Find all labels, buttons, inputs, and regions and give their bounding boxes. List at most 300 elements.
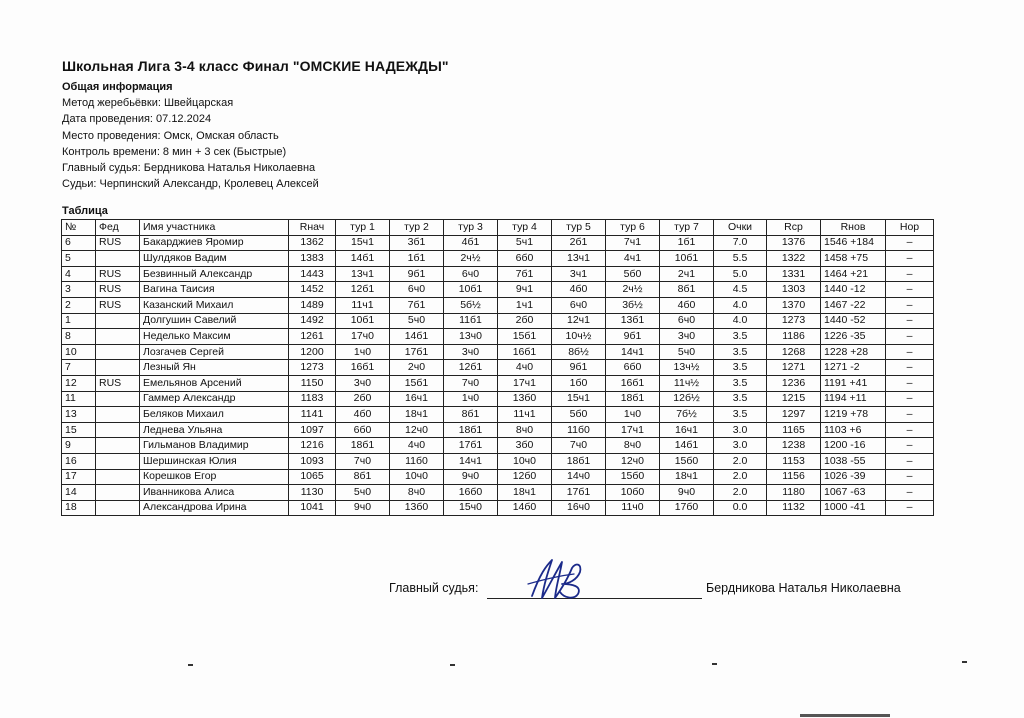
cell-start-rating: 1492 bbox=[289, 313, 336, 329]
cell-round-5: 4б0 bbox=[552, 282, 606, 298]
cell-round-7: 12б½ bbox=[660, 391, 714, 407]
cell-new-rating: 1194 +11 bbox=[821, 391, 886, 407]
cell-player-name: Беляков Михаил bbox=[140, 407, 289, 423]
header-round-7: тур 7 bbox=[660, 220, 714, 236]
cell-round-2: 9б1 bbox=[390, 266, 444, 282]
cell-number: 6 bbox=[62, 235, 96, 251]
cell-round-4: 6б0 bbox=[498, 251, 552, 267]
cell-player-name: Долгушин Савелий bbox=[140, 313, 289, 329]
cell-round-3: 15ч0 bbox=[444, 500, 498, 516]
cell-round-5: 8б½ bbox=[552, 344, 606, 360]
info-line-chief-arbiter: Главный судья: Бердникова Наталья Николаевна bbox=[62, 162, 316, 175]
cell-new-rating: 1467 -22 bbox=[821, 297, 886, 313]
cell-round-1: 3ч0 bbox=[336, 375, 390, 391]
cell-player-name: Гаммер Александр bbox=[140, 391, 289, 407]
cell-round-5: 17б1 bbox=[552, 485, 606, 501]
cell-federation bbox=[96, 391, 140, 407]
cell-start-rating: 1141 bbox=[289, 407, 336, 423]
cell-round-1: 17ч0 bbox=[336, 329, 390, 345]
cell-player-name: Вагина Таисия bbox=[140, 282, 289, 298]
cell-round-6: 13б1 bbox=[606, 313, 660, 329]
cell-norm: – bbox=[886, 407, 934, 423]
cell-start-rating: 1452 bbox=[289, 282, 336, 298]
header-round-5: тур 5 bbox=[552, 220, 606, 236]
cell-round-7: 8б1 bbox=[660, 282, 714, 298]
cell-round-7: 13ч½ bbox=[660, 360, 714, 376]
cell-player-name: Гильманов Владимир bbox=[140, 438, 289, 454]
header-points: Очки bbox=[714, 220, 767, 236]
cell-player-name: Емельянов Арсений bbox=[140, 375, 289, 391]
cell-number: 2 bbox=[62, 297, 96, 313]
cell-average-rating: 1132 bbox=[767, 500, 821, 516]
cell-norm: – bbox=[886, 422, 934, 438]
header-start-rating: Rнач bbox=[289, 220, 336, 236]
cell-start-rating: 1261 bbox=[289, 329, 336, 345]
signature-label: Главный судья: bbox=[389, 581, 479, 595]
cell-round-4: 4ч0 bbox=[498, 360, 552, 376]
cell-points: 4.0 bbox=[714, 297, 767, 313]
table-row bbox=[62, 469, 934, 485]
cell-number: 11 bbox=[62, 391, 96, 407]
cell-round-6: 18б1 bbox=[606, 391, 660, 407]
cell-number: 15 bbox=[62, 422, 96, 438]
cell-round-4: 7б1 bbox=[498, 266, 552, 282]
cell-new-rating: 1026 -39 bbox=[821, 469, 886, 485]
cell-round-6: 16б1 bbox=[606, 375, 660, 391]
cell-norm: – bbox=[886, 235, 934, 251]
cell-new-rating: 1103 +6 bbox=[821, 422, 886, 438]
cell-round-3: 7ч0 bbox=[444, 375, 498, 391]
cell-round-4: 5ч1 bbox=[498, 235, 552, 251]
cell-round-5: 12ч1 bbox=[552, 313, 606, 329]
cell-norm: – bbox=[886, 251, 934, 267]
cell-round-7: 3ч0 bbox=[660, 329, 714, 345]
table-row bbox=[62, 329, 934, 345]
cell-round-3: 9ч0 bbox=[444, 469, 498, 485]
cell-round-3: 18б1 bbox=[444, 422, 498, 438]
cell-round-2: 1б1 bbox=[390, 251, 444, 267]
cell-round-3: 6ч0 bbox=[444, 266, 498, 282]
cell-average-rating: 1236 bbox=[767, 375, 821, 391]
table-row bbox=[62, 407, 934, 423]
header-player-name: Имя участника bbox=[140, 220, 289, 236]
cell-player-name: Шершинская Юлия bbox=[140, 453, 289, 469]
cell-round-6: 11ч0 bbox=[606, 500, 660, 516]
header-round-4: тур 4 bbox=[498, 220, 552, 236]
cell-round-7: 11ч½ bbox=[660, 375, 714, 391]
cell-norm: – bbox=[886, 297, 934, 313]
cell-round-6: 3б½ bbox=[606, 297, 660, 313]
header-round-2: тур 2 bbox=[390, 220, 444, 236]
cell-average-rating: 1165 bbox=[767, 422, 821, 438]
scan-mark bbox=[188, 664, 193, 666]
cell-new-rating: 1458 +75 bbox=[821, 251, 886, 267]
cell-round-4: 14б0 bbox=[498, 500, 552, 516]
general-info bbox=[62, 79, 319, 192]
info-line-time-control: Контроль времени: 8 мин + 3 сек (Быстрые) bbox=[62, 145, 287, 158]
cell-start-rating: 1097 bbox=[289, 422, 336, 438]
info-line-draw-method: Метод жеребьёвки: Швейцарская bbox=[62, 97, 234, 110]
results-table bbox=[61, 219, 934, 516]
cell-player-name: Безвинный Александр bbox=[140, 266, 289, 282]
cell-round-4: 12б0 bbox=[498, 469, 552, 485]
cell-round-6: 12ч0 bbox=[606, 453, 660, 469]
cell-round-7: 5ч0 bbox=[660, 344, 714, 360]
cell-norm: – bbox=[886, 282, 934, 298]
cell-round-2: 11б0 bbox=[390, 453, 444, 469]
cell-start-rating: 1150 bbox=[289, 375, 336, 391]
handwritten-signature bbox=[522, 554, 592, 604]
cell-round-2: 8ч0 bbox=[390, 485, 444, 501]
cell-round-2: 3б1 bbox=[390, 235, 444, 251]
info-heading: Общая информация bbox=[62, 81, 173, 93]
cell-round-3: 1ч0 bbox=[444, 391, 498, 407]
cell-round-3: 3ч0 bbox=[444, 344, 498, 360]
cell-start-rating: 1093 bbox=[289, 453, 336, 469]
cell-round-6: 14ч1 bbox=[606, 344, 660, 360]
cell-average-rating: 1186 bbox=[767, 329, 821, 345]
table-row bbox=[62, 453, 934, 469]
table-row bbox=[62, 344, 934, 360]
cell-number: 13 bbox=[62, 407, 96, 423]
cell-federation bbox=[96, 469, 140, 485]
cell-average-rating: 1370 bbox=[767, 297, 821, 313]
cell-start-rating: 1489 bbox=[289, 297, 336, 313]
cell-round-4: 8ч0 bbox=[498, 422, 552, 438]
cell-number: 16 bbox=[62, 453, 96, 469]
cell-round-3: 13ч0 bbox=[444, 329, 498, 345]
cell-round-2: 16ч1 bbox=[390, 391, 444, 407]
cell-start-rating: 1041 bbox=[289, 500, 336, 516]
header-round-1: тур 1 bbox=[336, 220, 390, 236]
cell-round-5: 13ч1 bbox=[552, 251, 606, 267]
header-average-rating: Rcp bbox=[767, 220, 821, 236]
cell-new-rating: 1226 -35 bbox=[821, 329, 886, 345]
cell-points: 5.0 bbox=[714, 266, 767, 282]
cell-round-6: 4ч1 bbox=[606, 251, 660, 267]
cell-round-3: 12б1 bbox=[444, 360, 498, 376]
cell-average-rating: 1273 bbox=[767, 313, 821, 329]
cell-round-3: 17б1 bbox=[444, 438, 498, 454]
table-row bbox=[62, 500, 934, 516]
cell-start-rating: 1216 bbox=[289, 438, 336, 454]
cell-round-1: 5ч0 bbox=[336, 485, 390, 501]
cell-round-7: 4б0 bbox=[660, 297, 714, 313]
cell-points: 2.0 bbox=[714, 469, 767, 485]
cell-round-1: 14б1 bbox=[336, 251, 390, 267]
cell-new-rating: 1067 -63 bbox=[821, 485, 886, 501]
cell-round-4: 11ч1 bbox=[498, 407, 552, 423]
cell-player-name: Иванникова Алиса bbox=[140, 485, 289, 501]
cell-round-2: 15б1 bbox=[390, 375, 444, 391]
cell-new-rating: 1191 +41 bbox=[821, 375, 886, 391]
cell-round-1: 15ч1 bbox=[336, 235, 390, 251]
cell-number: 9 bbox=[62, 438, 96, 454]
cell-new-rating: 1440 -52 bbox=[821, 313, 886, 329]
cell-round-4: 18ч1 bbox=[498, 485, 552, 501]
cell-round-4: 9ч1 bbox=[498, 282, 552, 298]
cell-norm: – bbox=[886, 469, 934, 485]
cell-average-rating: 1153 bbox=[767, 453, 821, 469]
cell-round-5: 14ч0 bbox=[552, 469, 606, 485]
cell-federation bbox=[96, 251, 140, 267]
cell-round-7: 9ч0 bbox=[660, 485, 714, 501]
cell-number: 8 bbox=[62, 329, 96, 345]
cell-average-rating: 1156 bbox=[767, 469, 821, 485]
cell-round-5: 5б0 bbox=[552, 407, 606, 423]
cell-federation bbox=[96, 438, 140, 454]
cell-number: 3 bbox=[62, 282, 96, 298]
cell-average-rating: 1238 bbox=[767, 438, 821, 454]
cell-round-3: 11б1 bbox=[444, 313, 498, 329]
cell-round-6: 17ч1 bbox=[606, 422, 660, 438]
cell-round-1: 7ч0 bbox=[336, 453, 390, 469]
cell-norm: – bbox=[886, 313, 934, 329]
cell-federation bbox=[96, 313, 140, 329]
cell-start-rating: 1130 bbox=[289, 485, 336, 501]
cell-round-5: 3ч1 bbox=[552, 266, 606, 282]
cell-start-rating: 1273 bbox=[289, 360, 336, 376]
table-row bbox=[62, 251, 934, 267]
cell-average-rating: 1271 bbox=[767, 360, 821, 376]
cell-round-6: 15б0 bbox=[606, 469, 660, 485]
cell-average-rating: 1376 bbox=[767, 235, 821, 251]
cell-round-3: 2ч½ bbox=[444, 251, 498, 267]
cell-new-rating: 1440 -12 bbox=[821, 282, 886, 298]
cell-federation bbox=[96, 485, 140, 501]
cell-round-6: 10б0 bbox=[606, 485, 660, 501]
signature-line bbox=[487, 598, 702, 599]
cell-federation: RUS bbox=[96, 375, 140, 391]
cell-federation: RUS bbox=[96, 282, 140, 298]
cell-round-2: 5ч0 bbox=[390, 313, 444, 329]
cell-round-7: 15б0 bbox=[660, 453, 714, 469]
table-row bbox=[62, 282, 934, 298]
cell-round-1: 6б0 bbox=[336, 422, 390, 438]
cell-number: 4 bbox=[62, 266, 96, 282]
cell-norm: – bbox=[886, 266, 934, 282]
cell-round-3: 4б1 bbox=[444, 235, 498, 251]
cell-start-rating: 1183 bbox=[289, 391, 336, 407]
cell-points: 5.5 bbox=[714, 251, 767, 267]
table-row bbox=[62, 297, 934, 313]
cell-new-rating: 1546 +184 bbox=[821, 235, 886, 251]
cell-round-5: 18б1 bbox=[552, 453, 606, 469]
cell-start-rating: 1443 bbox=[289, 266, 336, 282]
cell-round-5: 2б1 bbox=[552, 235, 606, 251]
cell-round-2: 13б0 bbox=[390, 500, 444, 516]
cell-round-5: 11б0 bbox=[552, 422, 606, 438]
cell-round-1: 16б1 bbox=[336, 360, 390, 376]
cell-start-rating: 1383 bbox=[289, 251, 336, 267]
cell-norm: – bbox=[886, 344, 934, 360]
cell-points: 3.5 bbox=[714, 375, 767, 391]
cell-round-1: 13ч1 bbox=[336, 266, 390, 282]
cell-points: 3.5 bbox=[714, 344, 767, 360]
header-number: № bbox=[62, 220, 96, 236]
cell-player-name: Лезный Ян bbox=[140, 360, 289, 376]
cell-player-name: Леднева Ульяна bbox=[140, 422, 289, 438]
cell-norm: – bbox=[886, 329, 934, 345]
cell-points: 2.0 bbox=[714, 485, 767, 501]
cell-norm: – bbox=[886, 438, 934, 454]
cell-average-rating: 1331 bbox=[767, 266, 821, 282]
table-row bbox=[62, 313, 934, 329]
cell-round-2: 10ч0 bbox=[390, 469, 444, 485]
cell-average-rating: 1303 bbox=[767, 282, 821, 298]
cell-points: 3.0 bbox=[714, 422, 767, 438]
cell-round-3: 16б0 bbox=[444, 485, 498, 501]
cell-points: 0.0 bbox=[714, 500, 767, 516]
cell-federation bbox=[96, 329, 140, 345]
cell-round-1: 12б1 bbox=[336, 282, 390, 298]
cell-round-1: 9ч0 bbox=[336, 500, 390, 516]
cell-round-2: 17б1 bbox=[390, 344, 444, 360]
results-table-body bbox=[62, 235, 934, 516]
cell-round-5: 9б1 bbox=[552, 360, 606, 376]
table-row bbox=[62, 485, 934, 501]
cell-new-rating: 1000 -41 bbox=[821, 500, 886, 516]
cell-round-2: 7б1 bbox=[390, 297, 444, 313]
cell-round-5: 10ч½ bbox=[552, 329, 606, 345]
info-line-arbiters: Судьи: Черпинский Александр, Кролевец Алексей bbox=[62, 178, 319, 191]
cell-round-4: 3б0 bbox=[498, 438, 552, 454]
cell-round-1: 1ч0 bbox=[336, 344, 390, 360]
cell-round-2: 14б1 bbox=[390, 329, 444, 345]
cell-federation bbox=[96, 500, 140, 516]
cell-points: 2.0 bbox=[714, 453, 767, 469]
cell-player-name: Лозгачев Сергей bbox=[140, 344, 289, 360]
cell-round-7: 7б½ bbox=[660, 407, 714, 423]
cell-number: 12 bbox=[62, 375, 96, 391]
cell-norm: – bbox=[886, 485, 934, 501]
cell-new-rating: 1228 +28 bbox=[821, 344, 886, 360]
document-title: Школьная Лига 3-4 класс Финал "ОМСКИЕ НАДЕЖДЫ" bbox=[62, 58, 449, 74]
cell-round-7: 14б1 bbox=[660, 438, 714, 454]
cell-new-rating: 1464 +21 bbox=[821, 266, 886, 282]
cell-round-3: 14ч1 bbox=[444, 453, 498, 469]
cell-round-2: 6ч0 bbox=[390, 282, 444, 298]
table-row bbox=[62, 438, 934, 454]
cell-number: 5 bbox=[62, 251, 96, 267]
cell-round-2: 12ч0 bbox=[390, 422, 444, 438]
cell-round-7: 10б1 bbox=[660, 251, 714, 267]
cell-federation: RUS bbox=[96, 235, 140, 251]
scan-edge-mark bbox=[800, 714, 890, 717]
cell-round-2: 18ч1 bbox=[390, 407, 444, 423]
cell-round-7: 1б1 bbox=[660, 235, 714, 251]
table-row bbox=[62, 391, 934, 407]
cell-points: 3.5 bbox=[714, 391, 767, 407]
info-line-date: Дата проведения: 07.12.2024 bbox=[62, 113, 212, 126]
cell-number: 7 bbox=[62, 360, 96, 376]
cell-round-1: 4б0 bbox=[336, 407, 390, 423]
cell-norm: – bbox=[886, 500, 934, 516]
cell-round-4: 13б0 bbox=[498, 391, 552, 407]
cell-round-6: 1ч0 bbox=[606, 407, 660, 423]
cell-round-7: 2ч1 bbox=[660, 266, 714, 282]
cell-round-4: 1ч1 bbox=[498, 297, 552, 313]
cell-round-5: 15ч1 bbox=[552, 391, 606, 407]
cell-average-rating: 1268 bbox=[767, 344, 821, 360]
cell-round-1: 18б1 bbox=[336, 438, 390, 454]
cell-round-3: 10б1 bbox=[444, 282, 498, 298]
cell-points: 3.5 bbox=[714, 329, 767, 345]
cell-round-2: 4ч0 bbox=[390, 438, 444, 454]
table-row bbox=[62, 266, 934, 282]
cell-norm: – bbox=[886, 453, 934, 469]
cell-round-1: 11ч1 bbox=[336, 297, 390, 313]
cell-number: 18 bbox=[62, 500, 96, 516]
scan-mark bbox=[962, 661, 967, 663]
cell-round-4: 15б1 bbox=[498, 329, 552, 345]
cell-round-7: 16ч1 bbox=[660, 422, 714, 438]
cell-player-name: Корешков Егор bbox=[140, 469, 289, 485]
header-round-3: тур 3 bbox=[444, 220, 498, 236]
table-row bbox=[62, 235, 934, 251]
cell-round-6: 7ч1 bbox=[606, 235, 660, 251]
cell-federation bbox=[96, 422, 140, 438]
cell-round-7: 18ч1 bbox=[660, 469, 714, 485]
table-row bbox=[62, 375, 934, 391]
cell-norm: – bbox=[886, 360, 934, 376]
cell-round-1: 10б1 bbox=[336, 313, 390, 329]
table-caption: Таблица bbox=[62, 205, 108, 217]
cell-round-3: 8б1 bbox=[444, 407, 498, 423]
cell-player-name: Александрова Ирина bbox=[140, 500, 289, 516]
cell-federation bbox=[96, 344, 140, 360]
cell-round-7: 17б0 bbox=[660, 500, 714, 516]
cell-round-1: 2б0 bbox=[336, 391, 390, 407]
cell-round-5: 6ч0 bbox=[552, 297, 606, 313]
cell-federation: RUS bbox=[96, 266, 140, 282]
cell-player-name: Неделько Максим bbox=[140, 329, 289, 345]
scan-mark bbox=[450, 664, 455, 666]
cell-points: 4.5 bbox=[714, 282, 767, 298]
cell-round-6: 2ч½ bbox=[606, 282, 660, 298]
cell-round-3: 5б½ bbox=[444, 297, 498, 313]
cell-new-rating: 1038 -55 bbox=[821, 453, 886, 469]
cell-points: 3.0 bbox=[714, 438, 767, 454]
cell-round-4: 17ч1 bbox=[498, 375, 552, 391]
cell-round-2: 2ч0 bbox=[390, 360, 444, 376]
cell-norm: – bbox=[886, 375, 934, 391]
cell-points: 3.5 bbox=[714, 407, 767, 423]
cell-round-6: 8ч0 bbox=[606, 438, 660, 454]
cell-points: 7.0 bbox=[714, 235, 767, 251]
cell-federation bbox=[96, 360, 140, 376]
cell-average-rating: 1180 bbox=[767, 485, 821, 501]
cell-federation bbox=[96, 407, 140, 423]
cell-start-rating: 1200 bbox=[289, 344, 336, 360]
cell-average-rating: 1215 bbox=[767, 391, 821, 407]
cell-new-rating: 1271 -2 bbox=[821, 360, 886, 376]
cell-round-5: 1б0 bbox=[552, 375, 606, 391]
table-row bbox=[62, 422, 934, 438]
cell-player-name: Бакарджиев Яромир bbox=[140, 235, 289, 251]
cell-points: 3.5 bbox=[714, 360, 767, 376]
cell-round-5: 7ч0 bbox=[552, 438, 606, 454]
cell-round-4: 16б1 bbox=[498, 344, 552, 360]
cell-round-6: 9б1 bbox=[606, 329, 660, 345]
info-line-location: Место проведения: Омск, Омская область bbox=[62, 129, 279, 142]
cell-start-rating: 1362 bbox=[289, 235, 336, 251]
cell-number: 10 bbox=[62, 344, 96, 360]
cell-federation: RUS bbox=[96, 297, 140, 313]
cell-player-name: Шулдяков Вадим bbox=[140, 251, 289, 267]
cell-round-6: 5б0 bbox=[606, 266, 660, 282]
cell-new-rating: 1219 +78 bbox=[821, 407, 886, 423]
